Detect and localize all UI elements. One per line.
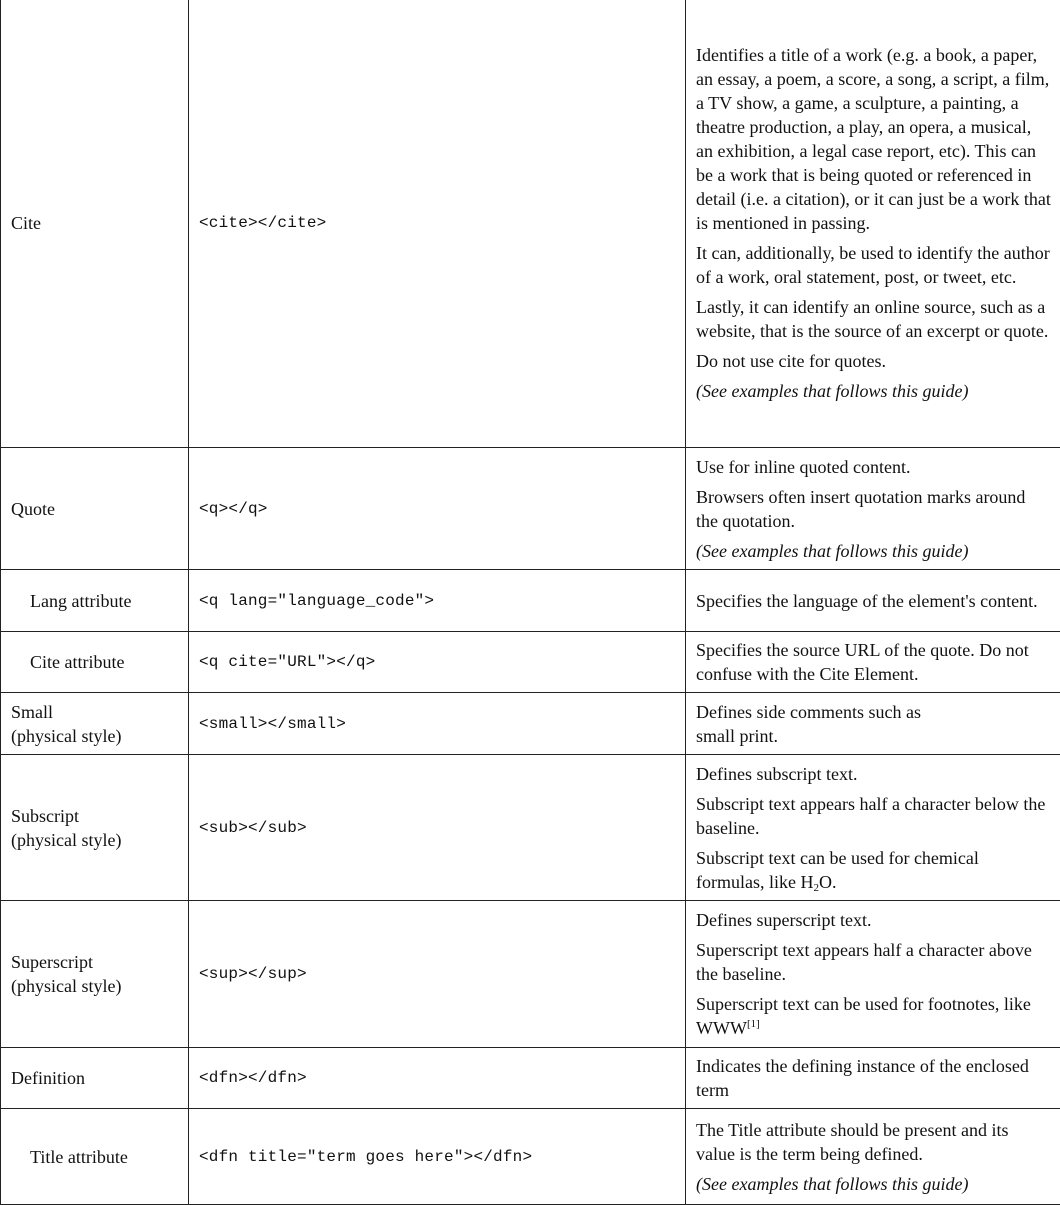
element-description: Use for inline quoted content. Browsers often insert quotation marks around the quotation. (See examples that follows this guide) <box>686 448 1060 570</box>
see-examples-note: (See examples that follows this guide) <box>696 539 1051 563</box>
element-name: Subscript (physical style) <box>1 755 189 901</box>
element-syntax: <q cite="URL"></q> <box>189 632 686 693</box>
element-description: Indicates the defining instance of the enclosed term <box>686 1048 1060 1109</box>
see-examples-note: (See examples that follows this guide) <box>696 1172 1051 1196</box>
table-row <box>1 755 1060 901</box>
see-examples-note: (See examples that follows this guide) <box>696 379 1051 403</box>
element-description: Identifies a title of a work (e.g. a book, a paper, an essay, a poem, a score, a song, a script, a film, a TV show, a game, a sculpture, a painting, a theatre production, a play, an opera, a musical, an exhibition, a legal case report, etc). This can be a work that is being quoted or referenced in detail (i.e. a citation), or it can just be a work that is mentioned in passing. It can, additionally, be used to identify the author of a work, oral statement, post, or tweet, etc. Lastly, it can identify an online source, such as a website, that is the source of an excerpt or quote. Do not use cite for quotes. (See examples that follows this guide) <box>686 0 1060 448</box>
element-description: The Title attribute should be present and its value is the term being defined. (See examples that follows this guide) <box>686 1109 1060 1205</box>
element-name: Small (physical style) <box>1 693 189 755</box>
element-description: Specifies the source URL of the quote. Do not confuse with the Cite Element. <box>686 632 1060 693</box>
element-description: Defines superscript text. Superscript text appears half a character above the baseline. Superscript text can be used for footnotes, like WWW[1] <box>686 901 1060 1048</box>
element-description: Defines subscript text. Subscript text appears half a character below the baseline. Subscript text can be used for chemical formulas, like $H_2O$. <box>686 755 1060 901</box>
table-row <box>1 632 1060 693</box>
element-syntax: <q></q> <box>189 448 686 570</box>
attribute-name: Title attribute <box>1 1109 189 1205</box>
element-description: Defines side comments such as small print. <box>686 693 1060 755</box>
element-name: Cite <box>1 0 189 448</box>
table-row <box>1 570 1060 632</box>
table-row <box>1 1109 1060 1205</box>
element-description: Specifies the language of the element's content. <box>686 570 1060 632</box>
element-syntax: <cite></cite> <box>189 0 686 448</box>
table-row <box>1 0 1060 448</box>
element-syntax: <dfn></dfn> <box>189 1048 686 1109</box>
table-row <box>1 448 1060 570</box>
element-syntax: <sub></sub> <box>189 755 686 901</box>
element-name: Superscript (physical style) <box>1 901 189 1048</box>
element-name: Definition <box>1 1048 189 1109</box>
element-name: Quote <box>1 448 189 570</box>
attribute-name: Cite attribute <box>1 632 189 693</box>
attribute-name: Lang attribute <box>1 570 189 632</box>
element-syntax: <dfn title="term goes here"></dfn> <box>189 1109 686 1205</box>
element-syntax: <sup></sup> <box>189 901 686 1048</box>
table-row <box>1 1048 1060 1109</box>
table-row <box>1 901 1060 1048</box>
element-syntax: <q lang="language_code"> <box>189 570 686 632</box>
element-syntax: <small></small> <box>189 693 686 755</box>
table-row <box>1 693 1060 755</box>
